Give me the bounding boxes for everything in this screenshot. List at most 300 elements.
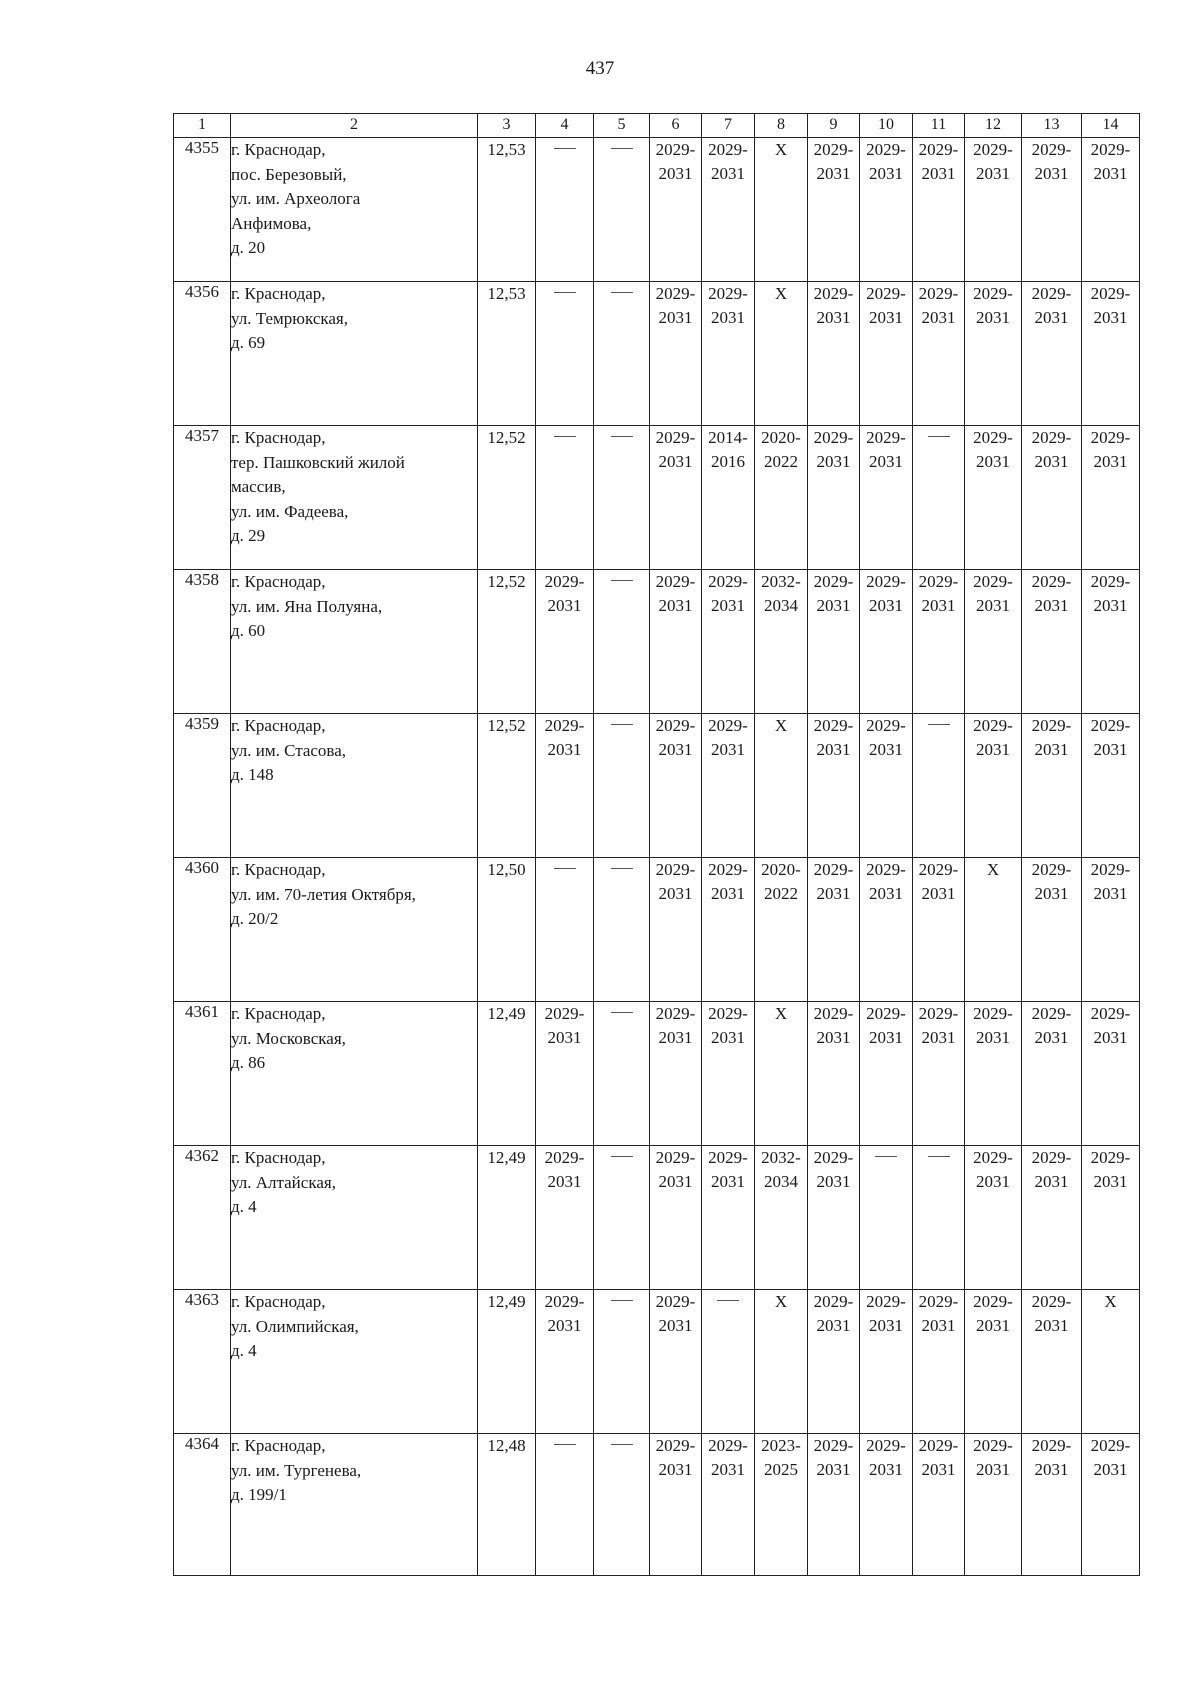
dash-mark	[611, 1012, 633, 1013]
address-line: д. 199/1	[231, 1485, 287, 1504]
address-cell	[231, 138, 478, 282]
term-cell-col-10	[860, 282, 913, 426]
year-end: 2031	[1034, 1028, 1069, 1047]
address-line: д. 69	[231, 333, 266, 352]
term-cell-col-11	[913, 138, 965, 282]
term-cell-col-10	[860, 1434, 913, 1576]
year-start: 2029-	[918, 1004, 959, 1023]
term-cell-col-14	[1082, 570, 1140, 714]
year-start: 2029-	[973, 1148, 1013, 1167]
column-header-8: 8	[755, 114, 808, 138]
term-cell-col-14	[1082, 282, 1140, 426]
term-cell-col-8	[755, 282, 808, 426]
year-start: 2029-	[813, 1292, 854, 1311]
year-start: 2029-	[1031, 428, 1072, 447]
year-end: 2031	[658, 884, 693, 903]
term-cell-col-6	[650, 1434, 702, 1576]
dash-mark	[554, 148, 576, 149]
year-end: 2016	[711, 452, 745, 471]
address-line: ул. Темрюкская,	[231, 308, 348, 328]
address-line: ул. им. Яна Полуяна,	[231, 596, 383, 616]
year-start: 2029-	[708, 284, 748, 303]
x-mark: X	[774, 284, 788, 303]
year-start: 2029-	[1031, 572, 1072, 591]
term-cell-col-8	[755, 1290, 808, 1434]
term-cell-col-9	[808, 858, 860, 1002]
term-cell-col-12	[965, 714, 1022, 858]
year-end: 2034	[764, 596, 798, 615]
address-line: г. Краснодар,	[231, 428, 326, 447]
year-end: 2031	[1034, 740, 1069, 759]
term-cell-col-10	[860, 858, 913, 1002]
term-cell-col-7	[702, 1146, 755, 1290]
column-header-1: 1	[174, 114, 231, 138]
year-end: 2031	[816, 308, 851, 327]
term-cell-col-13	[1022, 1290, 1082, 1434]
term-cell-col-13	[1022, 138, 1082, 282]
year-start: 2029-	[813, 140, 854, 159]
year-end: 2031	[1093, 308, 1128, 327]
row-number: 4360	[174, 858, 231, 1002]
year-start: 2029-	[1031, 1148, 1072, 1167]
address-cell	[231, 1434, 478, 1576]
year-end: 2031	[921, 308, 956, 327]
area-cell: 12,50	[478, 858, 536, 1002]
address-cell	[231, 858, 478, 1002]
year-end: 2031	[921, 1028, 956, 1047]
dash-mark	[611, 1156, 633, 1157]
table-row	[174, 570, 1140, 714]
year-end: 2031	[658, 1460, 693, 1479]
term-cell-col-6	[650, 1146, 702, 1290]
term-cell-col-14	[1082, 1146, 1140, 1290]
year-start: 2029-	[973, 716, 1013, 735]
column-header-12: 12	[965, 114, 1022, 138]
term-cell-col-5	[594, 282, 650, 426]
term-cell-col-6	[650, 714, 702, 858]
term-cell-col-14	[1082, 858, 1140, 1002]
year-end: 2031	[976, 1316, 1010, 1335]
term-cell-col-9	[808, 1002, 860, 1146]
x-mark: X	[774, 716, 788, 735]
term-cell-col-7	[702, 1002, 755, 1146]
term-cell-col-9	[808, 1290, 860, 1434]
year-start: 2029-	[1090, 860, 1131, 879]
term-cell-col-5	[594, 858, 650, 1002]
term-cell-col-9	[808, 138, 860, 282]
table-header	[174, 114, 1140, 138]
area-cell: 12,52	[478, 714, 536, 858]
dash-mark	[554, 292, 576, 293]
year-start: 2029-	[655, 140, 696, 159]
year-start: 2029-	[813, 572, 854, 591]
year-start: 2029-	[655, 1436, 696, 1455]
year-end: 2031	[658, 1172, 693, 1191]
table-row	[174, 1146, 1140, 1290]
term-cell-col-14	[1082, 426, 1140, 570]
column-header-9: 9	[808, 114, 860, 138]
column-header-5: 5	[594, 114, 650, 138]
term-cell-col-4	[536, 714, 594, 858]
year-start: 2032-	[761, 572, 801, 591]
year-end: 2031	[711, 1028, 745, 1047]
year-end: 2031	[1093, 596, 1128, 615]
row-number: 4358	[174, 570, 231, 714]
term-cell-col-6	[650, 570, 702, 714]
year-end: 2034	[764, 1172, 798, 1191]
year-end: 2031	[869, 740, 903, 759]
term-cell-col-7	[702, 138, 755, 282]
term-cell-col-7	[702, 282, 755, 426]
term-cell-col-14	[1082, 1434, 1140, 1576]
year-start: 2029-	[866, 860, 906, 879]
address-cell	[231, 1290, 478, 1434]
term-cell-col-4	[536, 138, 594, 282]
year-start: 2029-	[813, 860, 854, 879]
year-start: 2029-	[1090, 1004, 1131, 1023]
year-end: 2031	[816, 1316, 851, 1335]
year-start: 2029-	[1031, 1292, 1072, 1311]
year-end: 2031	[711, 1460, 745, 1479]
year-end: 2031	[869, 1460, 903, 1479]
year-start: 2029-	[1090, 1148, 1131, 1167]
header-row	[174, 114, 1140, 138]
year-end: 2031	[711, 884, 745, 903]
year-end: 2031	[711, 596, 745, 615]
year-start: 2029-	[813, 428, 854, 447]
year-end: 2031	[1093, 740, 1128, 759]
term-cell-col-11	[913, 858, 965, 1002]
year-end: 2031	[1093, 1028, 1128, 1047]
year-end: 2031	[869, 1316, 903, 1335]
year-start: 2029-	[866, 1004, 906, 1023]
term-cell-col-14	[1082, 714, 1140, 858]
address-line: г. Краснодар,	[231, 1148, 326, 1167]
term-cell-col-13	[1022, 714, 1082, 858]
year-end: 2031	[711, 164, 745, 183]
year-end: 2025	[764, 1460, 798, 1479]
year-end: 2022	[764, 452, 798, 471]
address-line: г. Краснодар,	[231, 1004, 326, 1023]
year-start: 2029-	[655, 1148, 696, 1167]
year-end: 2031	[869, 308, 903, 327]
year-start: 2023-	[761, 1436, 801, 1455]
term-cell-col-6	[650, 1002, 702, 1146]
year-start: 2029-	[813, 716, 854, 735]
dash-mark	[717, 1300, 739, 1301]
term-cell-col-10	[860, 570, 913, 714]
term-cell-col-12	[965, 138, 1022, 282]
year-end: 2031	[816, 452, 851, 471]
column-header-7: 7	[702, 114, 755, 138]
term-cell-col-13	[1022, 858, 1082, 1002]
term-cell-col-11	[913, 1290, 965, 1434]
address-line: д. 4	[231, 1341, 257, 1360]
term-cell-col-13	[1022, 282, 1082, 426]
year-start: 2029-	[813, 1148, 854, 1167]
year-start: 2029-	[973, 140, 1013, 159]
year-start: 2029-	[918, 284, 959, 303]
year-end: 2031	[1093, 884, 1128, 903]
term-cell-col-7	[702, 714, 755, 858]
year-end: 2031	[658, 308, 693, 327]
term-cell-col-5	[594, 714, 650, 858]
row-number: 4362	[174, 1146, 231, 1290]
row-number: 4361	[174, 1002, 231, 1146]
x-mark: X	[1104, 1292, 1117, 1311]
year-start: 2032-	[761, 1148, 801, 1167]
year-start: 2029-	[866, 716, 906, 735]
year-end: 2031	[816, 1172, 851, 1191]
dash-mark	[875, 1156, 897, 1157]
term-cell-col-7	[702, 858, 755, 1002]
address-line: ул. им. Фадеева,	[231, 501, 349, 521]
term-cell-col-4	[536, 858, 594, 1002]
term-cell-col-13	[1022, 1434, 1082, 1576]
address-line: ул. им. 70-летия Октября,	[231, 884, 416, 904]
dash-mark	[611, 868, 633, 869]
term-cell-col-10	[860, 714, 913, 858]
year-end: 2031	[1093, 452, 1128, 471]
address-line: г. Краснодар,	[231, 140, 326, 159]
area-cell: 12,53	[478, 282, 536, 426]
term-cell-col-11	[913, 426, 965, 570]
term-cell-col-7	[702, 1290, 755, 1434]
x-mark: X	[774, 1292, 788, 1311]
area-cell: 12,52	[478, 570, 536, 714]
row-number: 4355	[174, 138, 231, 282]
year-end: 2031	[869, 596, 903, 615]
year-start: 2029-	[973, 1436, 1013, 1455]
year-end: 2031	[547, 740, 582, 759]
term-cell-col-9	[808, 282, 860, 426]
address-line: ул. им. Тургенева,	[231, 1460, 362, 1480]
term-cell-col-6	[650, 858, 702, 1002]
year-end: 2031	[976, 164, 1010, 183]
year-start: 2029-	[544, 1148, 585, 1167]
year-start: 2029-	[544, 716, 585, 735]
year-start: 2029-	[655, 860, 696, 879]
dash-mark	[611, 436, 633, 437]
address-line: г. Краснодар,	[231, 1436, 326, 1455]
term-cell-col-9	[808, 1146, 860, 1290]
term-cell-col-9	[808, 426, 860, 570]
table-row	[174, 858, 1140, 1002]
term-cell-col-12	[965, 282, 1022, 426]
area-cell: 12,49	[478, 1290, 536, 1434]
dash-mark	[611, 580, 633, 581]
year-start: 2029-	[655, 1292, 696, 1311]
row-number: 4363	[174, 1290, 231, 1434]
term-cell-col-8	[755, 1146, 808, 1290]
term-cell-col-5	[594, 138, 650, 282]
term-cell-col-10	[860, 1146, 913, 1290]
address-cell	[231, 282, 478, 426]
year-end: 2031	[976, 1460, 1010, 1479]
year-end: 2031	[547, 596, 582, 615]
year-end: 2031	[869, 452, 903, 471]
year-start: 2029-	[1090, 284, 1131, 303]
year-end: 2031	[1034, 1316, 1069, 1335]
year-start: 2029-	[973, 1004, 1013, 1023]
term-cell-col-11	[913, 1146, 965, 1290]
address-line: ул. им. Стасова,	[231, 740, 347, 760]
address-line: ул. Московская,	[231, 1028, 346, 1048]
address-cell	[231, 426, 478, 570]
term-cell-col-4	[536, 282, 594, 426]
column-header-4: 4	[536, 114, 594, 138]
term-cell-col-12	[965, 570, 1022, 714]
term-cell-col-12	[965, 1002, 1022, 1146]
year-end: 2031	[921, 164, 956, 183]
table-row	[174, 1434, 1140, 1576]
year-end: 2031	[816, 596, 851, 615]
year-end: 2031	[658, 452, 693, 471]
column-header-13: 13	[1022, 114, 1082, 138]
term-cell-col-12	[965, 1434, 1022, 1576]
term-cell-col-9	[808, 1434, 860, 1576]
year-start: 2029-	[973, 428, 1013, 447]
term-cell-col-6	[650, 1290, 702, 1434]
year-end: 2031	[658, 1316, 693, 1335]
term-cell-col-11	[913, 1002, 965, 1146]
address-line: г. Краснодар,	[231, 860, 326, 879]
dash-mark	[611, 148, 633, 149]
year-start: 2029-	[544, 572, 585, 591]
area-cell: 12,52	[478, 426, 536, 570]
term-cell-col-11	[913, 570, 965, 714]
address-cell	[231, 1146, 478, 1290]
term-cell-col-9	[808, 570, 860, 714]
year-end: 2031	[711, 740, 745, 759]
year-start: 2029-	[813, 1436, 854, 1455]
term-cell-col-6	[650, 282, 702, 426]
address-line: г. Краснодар,	[231, 572, 326, 591]
year-start: 2029-	[655, 428, 696, 447]
term-cell-col-7	[702, 1434, 755, 1576]
dash-mark	[611, 1444, 633, 1445]
term-cell-col-4	[536, 1290, 594, 1434]
year-end: 2031	[976, 596, 1010, 615]
address-line: ул. им. Археолога	[231, 189, 361, 208]
dash-mark	[928, 436, 950, 437]
address-line: г. Краснодар,	[231, 284, 326, 303]
year-start: 2029-	[1090, 428, 1131, 447]
row-number: 4364	[174, 1434, 231, 1576]
dash-mark	[554, 436, 576, 437]
year-end: 2031	[976, 1172, 1010, 1191]
year-start: 2029-	[973, 1292, 1013, 1311]
column-header-2: 2	[231, 114, 478, 138]
address-line: массив,	[231, 477, 286, 496]
year-start: 2029-	[708, 716, 748, 735]
term-cell-col-5	[594, 1290, 650, 1434]
year-start: 2029-	[1031, 1004, 1072, 1023]
year-start: 2014-	[708, 428, 748, 447]
page-number: 437	[585, 58, 615, 79]
term-cell-col-8	[755, 570, 808, 714]
year-start: 2029-	[708, 1436, 748, 1455]
year-start: 2029-	[973, 284, 1013, 303]
year-end: 2031	[976, 308, 1010, 327]
year-end: 2031	[711, 308, 745, 327]
year-end: 2031	[1034, 596, 1069, 615]
term-cell-col-14	[1082, 1290, 1140, 1434]
year-end: 2031	[1034, 1460, 1069, 1479]
term-cell-col-10	[860, 1290, 913, 1434]
year-end: 2031	[658, 1028, 693, 1047]
year-start: 2029-	[708, 572, 748, 591]
year-start: 2029-	[918, 140, 959, 159]
year-end: 2022	[764, 884, 798, 903]
year-end: 2031	[869, 164, 903, 183]
year-start: 2029-	[918, 1292, 959, 1311]
year-end: 2031	[547, 1028, 582, 1047]
term-cell-col-4	[536, 426, 594, 570]
term-cell-col-8	[755, 858, 808, 1002]
term-cell-col-13	[1022, 570, 1082, 714]
row-number: 4356	[174, 282, 231, 426]
area-cell: 12,49	[478, 1002, 536, 1146]
year-end: 2031	[921, 1460, 956, 1479]
year-start: 2029-	[708, 1148, 748, 1167]
year-end: 2031	[921, 884, 956, 903]
address-line: ул. Олимпийская,	[231, 1316, 359, 1336]
year-end: 2031	[1093, 1172, 1128, 1191]
year-start: 2029-	[866, 1436, 906, 1455]
table-body	[174, 138, 1140, 1576]
year-end: 2031	[869, 884, 903, 903]
column-header-6: 6	[650, 114, 702, 138]
address-line: г. Краснодар,	[231, 1292, 326, 1311]
dash-mark	[611, 1300, 633, 1301]
year-start: 2029-	[866, 428, 906, 447]
address-line: д. 29	[231, 526, 266, 545]
year-end: 2031	[921, 1316, 956, 1335]
address-cell	[231, 714, 478, 858]
address-line: ул. Алтайская,	[231, 1172, 336, 1192]
dash-mark	[611, 724, 633, 725]
term-cell-col-4	[536, 1002, 594, 1146]
table-row	[174, 282, 1140, 426]
dash-mark	[928, 724, 950, 725]
year-start: 2029-	[1090, 716, 1131, 735]
address-line: д. 4	[231, 1197, 257, 1216]
year-start: 2029-	[655, 572, 696, 591]
table-row	[174, 1290, 1140, 1434]
year-start: 2029-	[655, 1004, 696, 1023]
year-start: 2029-	[813, 1004, 854, 1023]
year-end: 2031	[1034, 1172, 1069, 1191]
address-line: пос. Березовый,	[231, 164, 347, 184]
year-start: 2029-	[1031, 284, 1072, 303]
year-end: 2031	[816, 884, 851, 903]
address-line: д. 60	[231, 621, 266, 640]
term-cell-col-5	[594, 1002, 650, 1146]
address-line: д. 86	[231, 1053, 266, 1072]
x-mark: X	[774, 140, 788, 159]
term-cell-col-8	[755, 714, 808, 858]
term-cell-col-14	[1082, 1002, 1140, 1146]
year-end: 2031	[547, 1316, 582, 1335]
term-cell-col-6	[650, 138, 702, 282]
address-line: д. 20	[231, 238, 266, 257]
year-start: 2029-	[866, 572, 906, 591]
year-start: 2029-	[866, 284, 906, 303]
term-cell-col-4	[536, 1434, 594, 1576]
year-start: 2029-	[813, 284, 854, 303]
year-start: 2029-	[655, 716, 696, 735]
